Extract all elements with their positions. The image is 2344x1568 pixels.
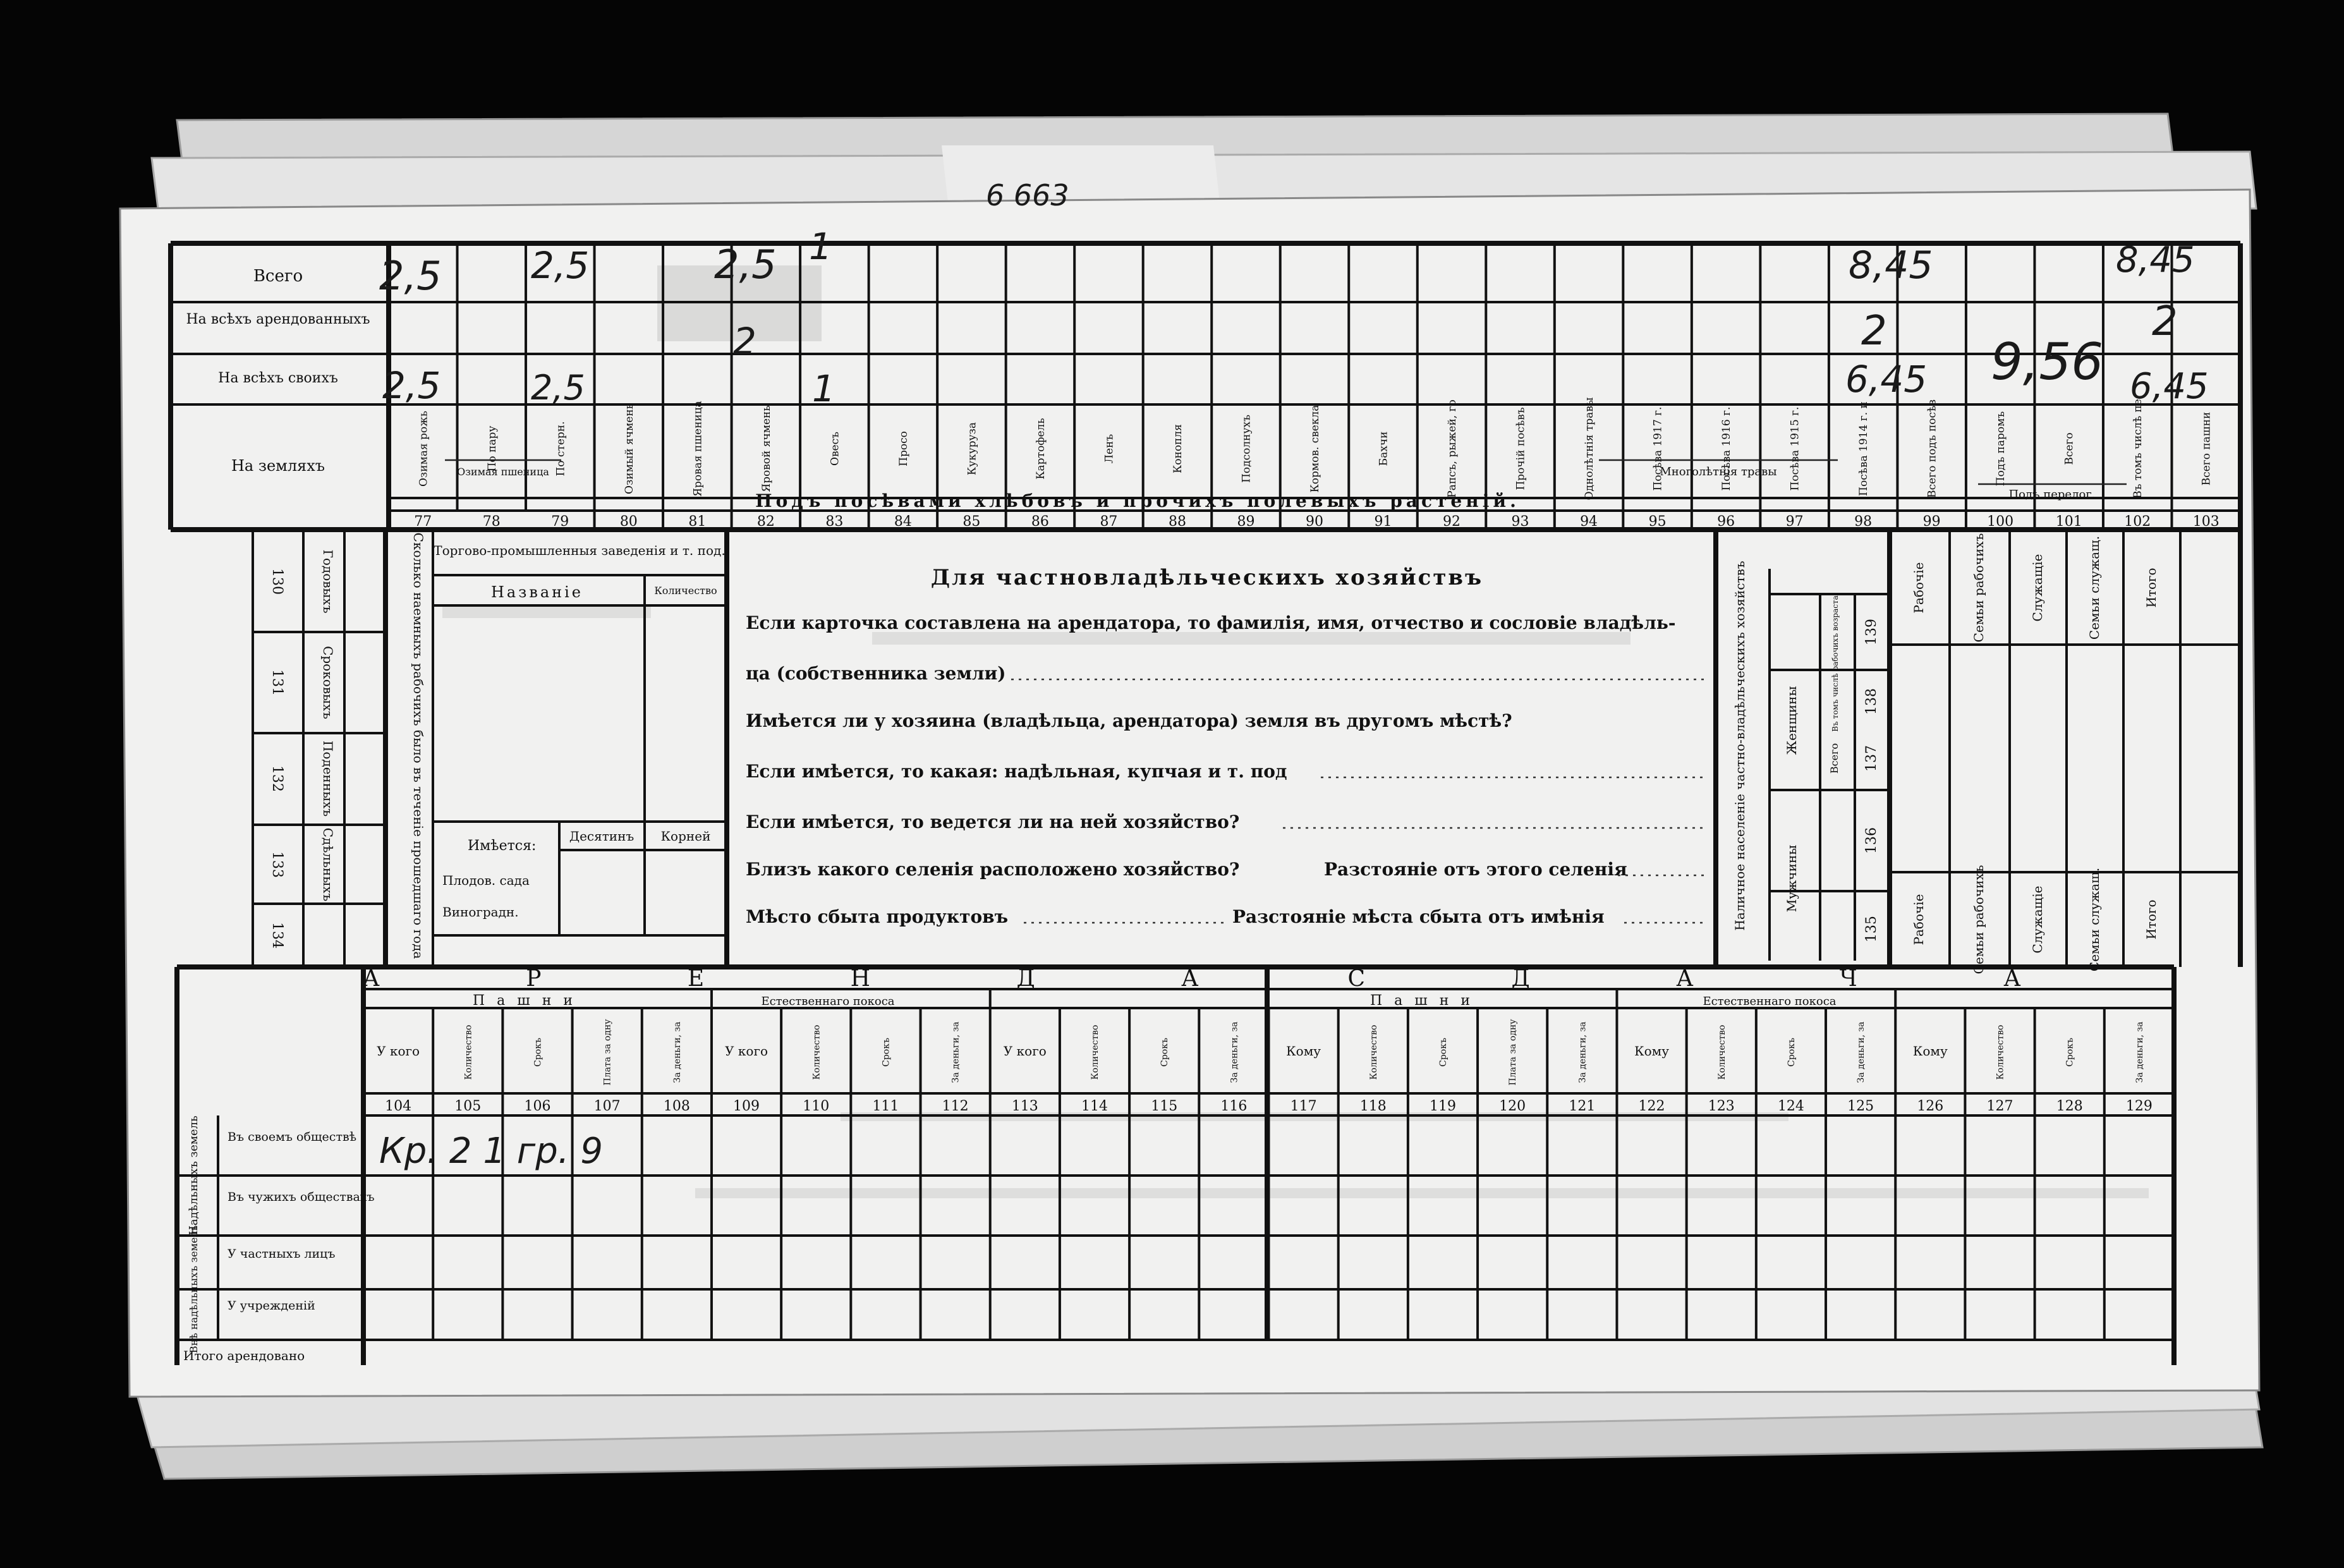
sdacha-pokos-label: Естественнаго покоса [1703, 995, 1837, 1008]
bottom-col-number: 117 [1290, 1098, 1317, 1114]
top-col-number: 80 [619, 514, 638, 530]
bottom-col-number: 125 [1847, 1098, 1874, 1114]
lease-row-label: Въ чужихъ обществахъ [228, 1190, 375, 1204]
population-col-header-bottom: Служащіе [2030, 885, 2045, 954]
q-owner-line2: ца (собственника земли) [746, 663, 1006, 684]
lease-row-label: У учрежденій [228, 1299, 315, 1313]
bottom-col-number: 120 [1499, 1098, 1526, 1114]
worker-number: 132 [269, 765, 285, 792]
top-col-number: 83 [825, 514, 844, 530]
crop-header: По пару [485, 425, 499, 472]
population-number: 138 [1864, 688, 1879, 715]
top-col-number: 78 [482, 514, 501, 530]
crop-header: Конопля [1171, 424, 1184, 473]
row-label-total: Всего [253, 267, 303, 286]
q-other-land: Имѣется ли у хозяина (владѣльца, арендатора) земля въ другомъ мѣстѣ? [746, 710, 1512, 731]
crop-header: Прочій посѣвъ [1514, 407, 1527, 490]
workers-incl-label: Въ томъ числѣ рабочихъ возраста [1831, 595, 1840, 732]
population-col-header: Служащіе [2030, 554, 2045, 622]
trade-qty-header: Количество [654, 585, 717, 597]
hw-total-barley: 2,5 [714, 241, 777, 288]
top-col-number: 92 [1443, 514, 1461, 530]
top-col-number: 101 [2055, 514, 2082, 530]
bottom-col-number: 105 [454, 1098, 482, 1114]
hw-own-rye: 2,5 [382, 364, 441, 407]
hw-margin-note: 9,56 [1991, 332, 2104, 391]
has-label: Имѣется: [468, 838, 537, 854]
hw-own-oats: 1 [812, 367, 835, 410]
population-number: 139 [1864, 619, 1879, 645]
q-market: Мѣсто сбыта продуктовъ [746, 906, 1009, 927]
top-col-number: 103 [2192, 514, 2220, 530]
crop-header: Яровая пшеница [691, 401, 705, 497]
desyatin-header: Десятинъ [569, 829, 635, 844]
top-col-number: 81 [688, 514, 707, 530]
population-col-header-bottom: Итого [2144, 899, 2159, 940]
bottom-col-header: Срокъ [2065, 1038, 2075, 1067]
arenda-title: А Р Е Н Д А [362, 966, 1268, 992]
bottom-col-header: Количество [1368, 1024, 1379, 1080]
population-col-header: Итого [2144, 568, 2159, 608]
top-col-number: 95 [1648, 514, 1667, 530]
perennial-grasses-label: Многолѣтнія травы [1660, 465, 1777, 478]
bottom-col-header: За деньги, за [672, 1021, 683, 1083]
bottom-col-header: У кого [1003, 1043, 1047, 1059]
crop-header: Ленъ [1103, 434, 1116, 464]
row-label-rented: На всѣхъ арендованныхъ [186, 312, 370, 327]
main-sheet [120, 190, 2259, 1397]
bottom-col-number: 122 [1638, 1098, 1665, 1114]
top-col-number: 86 [1031, 514, 1049, 530]
hw-total-sown: 8,45 [1849, 243, 1933, 288]
hw-rented-arable: 2 [2152, 298, 2178, 345]
top-col-number: 99 [1922, 514, 1941, 530]
bottom-col-header: Плата за одну [602, 1019, 613, 1086]
bottom-col-header: У кого [725, 1043, 768, 1059]
population-col-header: Семьи рабочихъ [1971, 533, 1986, 643]
crop-header: Подсолнухъ [1240, 415, 1253, 483]
bottom-col-header: Плата за одну [1508, 1019, 1519, 1086]
arenda-pokos-label: Естественнаго покоса [761, 995, 895, 1008]
crop-header: Картофель [1034, 418, 1047, 480]
crop-header: Посѣва 1915 г. [1788, 406, 1802, 491]
arenda-pashni-label: П а ш н и [472, 993, 577, 1009]
lease-row-label: Въ своемъ обществѣ [228, 1130, 357, 1144]
bottom-col-header: Кому [1634, 1043, 1669, 1059]
bottom-col-number: 127 [1986, 1098, 2013, 1114]
crop-header: Бахчи [1377, 431, 1390, 466]
bottom-col-header: Срокъ [1786, 1038, 1797, 1067]
winter-wheat-label: Озимая пшеница [457, 466, 549, 478]
hw-lease-row1: Кр. 2 1 гр. 9 [379, 1131, 603, 1172]
bottom-col-number: 108 [663, 1098, 690, 1114]
worker-number: 134 [269, 922, 285, 949]
bottom-col-header: За деньги, за [2134, 1021, 2145, 1083]
group-vne-label: Внѣ надѣльныхъ земель [188, 1225, 200, 1354]
bottom-col-number: 107 [593, 1098, 621, 1114]
trade-header: Торгово-промышленныя заведенія и т. под. [434, 543, 726, 558]
worker-number: 133 [269, 851, 285, 878]
hw-own-sown: 6,45 [1845, 358, 1928, 401]
bottom-col-number: 128 [2056, 1098, 2083, 1114]
hw-total-arable: 8,45 [2116, 240, 2195, 281]
q-village-distance: Разстояніе отъ этого селенія [1324, 859, 1627, 880]
top-col-number: 87 [1100, 514, 1118, 530]
crop-header: Всего [2063, 432, 2076, 465]
bottom-col-header: Количество [1090, 1024, 1101, 1080]
hw-rented-barley: 2 [733, 320, 756, 363]
crop-header: Просо [897, 431, 910, 466]
crop-header: Рапсъ, рыжей, го [1446, 399, 1459, 498]
orchards-label: Плодов. сада [442, 873, 530, 888]
bottom-col-number: 119 [1429, 1098, 1456, 1114]
population-col-header: Семьи служащ. [2087, 535, 2102, 640]
fallow-label: Подъ перелог. [2008, 488, 2096, 501]
bottom-col-header: Срокъ [1160, 1038, 1170, 1067]
bottom-col-header: Количество [811, 1024, 822, 1080]
bottom-col-number: 111 [872, 1098, 899, 1114]
korney-header: Корней [660, 829, 711, 844]
worker-type: Сроковыхъ [320, 646, 336, 719]
top-col-number: 102 [2124, 514, 2151, 530]
women-label: Женщины [1784, 686, 1799, 755]
row-label-lands: На земляхъ [231, 457, 325, 475]
worker-number: 130 [269, 568, 285, 595]
section-title-sowings: Подъ посѣвами хлѣбовъ и прочихъ полевыхъ растеній. [755, 490, 1520, 511]
top-col-number: 90 [1306, 514, 1323, 530]
private-farms-title: Для частновладѣльческихъ хозяйствъ [930, 565, 1484, 590]
crop-header: Озимая рожь [417, 410, 430, 487]
crop-header: Посѣва 1917 г. [1651, 406, 1665, 491]
top-col-number: 98 [1854, 514, 1873, 530]
crop-header: Подъ паромъ [1995, 411, 2008, 487]
q-farming: Если имѣется, то ведется ли на ней хозяйство? [746, 811, 1240, 832]
crop-header: Овесъ [829, 432, 842, 466]
top-col-number: 100 [1987, 514, 2014, 530]
top-col-number: 96 [1717, 514, 1735, 530]
hw-total-stubble: 2,5 [531, 244, 590, 287]
population-col-header-bottom: Семьи служащ. [2087, 867, 2102, 972]
bottom-col-number: 126 [1917, 1098, 1944, 1114]
crop-header: Посѣва 1916 г. [1720, 406, 1734, 491]
bottom-col-header: Количество [1995, 1024, 2006, 1080]
crop-header: Посѣва 1914 г. и [1857, 401, 1871, 496]
bottom-col-header: За деньги, за [950, 1021, 961, 1083]
top-col-number: 97 [1785, 514, 1804, 530]
lease-row-label: У частныхъ лицъ [228, 1247, 336, 1261]
bottom-col-header: Срокъ [881, 1038, 892, 1067]
bottom-col-header: За деньги, за [1577, 1021, 1588, 1083]
top-col-number: 77 [414, 514, 432, 530]
hw-total-oats: 1 [809, 225, 832, 268]
total-label-women: Всего [1828, 743, 1840, 774]
bottom-col-number: 109 [733, 1098, 760, 1114]
bottom-col-header: За деньги, за [1856, 1021, 1867, 1083]
bottom-col-header: Срокъ [1438, 1038, 1448, 1067]
bottom-col-number: 118 [1359, 1098, 1387, 1114]
bottom-col-number: 121 [1569, 1098, 1596, 1114]
crop-header: Кукуруза [966, 422, 979, 476]
sheet-number: 6 663 [986, 178, 1069, 212]
worker-number: 131 [269, 669, 285, 696]
crop-header: Яровой ячмень [760, 405, 773, 492]
crop-header: Всего подъ посѣв [1926, 399, 1939, 498]
worker-type: Годовыхъ [320, 549, 336, 614]
bottom-col-number: 115 [1151, 1098, 1178, 1114]
row-label-own: На всѣхъ своихъ [218, 370, 338, 386]
population-number: 137 [1864, 745, 1879, 772]
bottom-col-number: 112 [942, 1098, 969, 1114]
worker-type: Поденныхъ [320, 740, 336, 817]
sdacha-title: С Д А Ч А [1347, 966, 2091, 992]
bottom-col-number: 104 [385, 1098, 412, 1114]
bottom-col-header: Кому [1912, 1043, 1948, 1059]
population-number: 135 [1864, 916, 1879, 942]
crop-header: Однолѣтнія травы [1583, 397, 1596, 501]
population-number: 136 [1864, 827, 1879, 854]
bottom-col-header: У кого [377, 1043, 420, 1059]
workers-label: Сколько наемныхъ рабочихъ было въ теченіе прошедшаго года [411, 532, 426, 959]
top-col-number: 88 [1168, 514, 1186, 530]
bottom-col-header: Кому [1286, 1043, 1321, 1059]
hw-rented-sown: 2 [1861, 308, 1887, 355]
crop-header: Въ томъ числѣ пе [2132, 399, 2145, 499]
q-owner-line1: Если карточка составлена на арендатора, то фамилія, имя, отчество и сословіе владѣль- [746, 612, 1676, 633]
top-col-number: 91 [1374, 514, 1392, 530]
trade-name-header: Названіе [490, 583, 584, 601]
bottom-col-header: За деньги, за [1229, 1021, 1240, 1083]
population-col-header: Рабочіе [1911, 562, 1926, 614]
bottom-col-number: 114 [1081, 1098, 1108, 1114]
group-nadel-label: Надѣльныхъ земель [187, 1115, 200, 1236]
bottom-col-header: Количество [463, 1024, 474, 1080]
top-col-number: 85 [962, 514, 981, 530]
men-label: Мужчины [1784, 844, 1799, 913]
top-col-number: 89 [1237, 514, 1255, 530]
worker-type: Сдѣльныхъ [320, 827, 336, 902]
bottom-col-header: Срокъ [533, 1038, 543, 1067]
crop-header: Всего пашни [2200, 411, 2213, 486]
vineyards-label: Виноградн. [442, 904, 519, 920]
bottom-col-number: 123 [1708, 1098, 1735, 1114]
crop-header: Озимый ячмень [622, 403, 636, 494]
sdacha-pashni-label: П а ш н и [1369, 993, 1474, 1009]
bottom-col-header: Количество [1716, 1024, 1727, 1080]
hw-own-arable: 6,45 [2130, 366, 2209, 407]
bottom-col-number: 116 [1220, 1098, 1248, 1114]
crop-header: По стерн. [554, 421, 568, 477]
bottom-col-number: 106 [524, 1098, 551, 1114]
q-village: Близъ какого селенія расположено хозяйство? [746, 859, 1240, 880]
hw-total-rye: 2,5 [379, 253, 442, 299]
q-market-distance: Разстояніе мѣста сбыта отъ имѣнія [1232, 906, 1605, 927]
population-label: Наличное населеніе частно-владѣльческихъ хозяйствъ [1732, 561, 1747, 931]
crop-header: Кормов. свекла [1309, 404, 1321, 493]
bottom-col-number: 113 [1011, 1098, 1038, 1114]
bottom-col-number: 110 [803, 1098, 830, 1114]
total-leased-label: Итого арендовано [183, 1348, 305, 1363]
top-col-number: 84 [894, 514, 912, 530]
bottom-col-number: 124 [1777, 1098, 1804, 1114]
population-col-header-bottom: Рабочіе [1911, 894, 1926, 945]
top-col-number: 93 [1511, 514, 1529, 530]
hw-own-stubble: 2,5 [531, 368, 585, 408]
population-col-header-bottom: Семьи рабочихъ [1971, 865, 1986, 975]
q-land-type: Если имѣется, то какая: надѣльная, купчая и т. под [746, 761, 1287, 782]
top-col-number: 79 [551, 514, 569, 530]
top-col-number: 94 [1580, 514, 1598, 530]
bottom-col-number: 129 [2125, 1098, 2153, 1114]
top-col-number: 82 [756, 514, 775, 530]
